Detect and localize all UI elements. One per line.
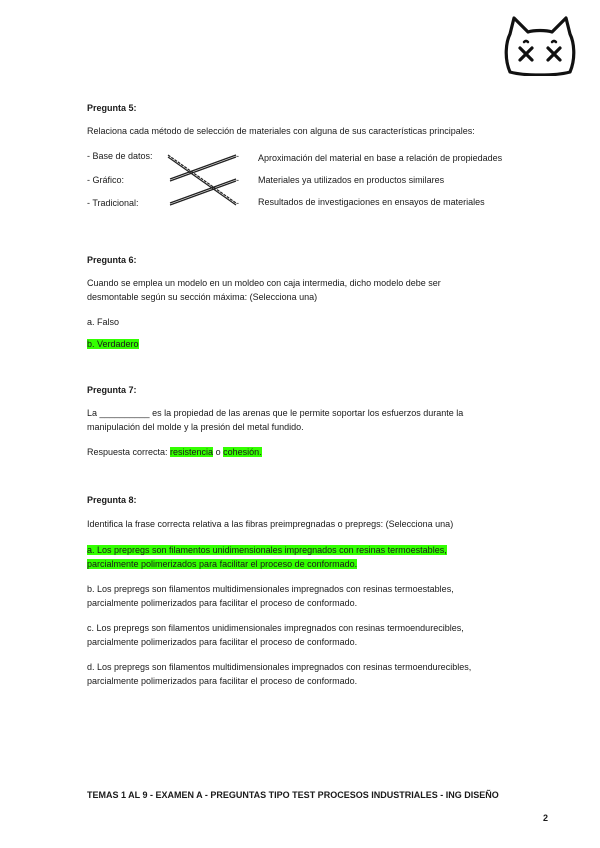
q8-option-c-line2: parcialmente polimerizados para facilitar el proceso de conformado. [87, 637, 358, 647]
q8-option-a-line2: parcialmente polimerizados para facilitar el proceso de conformado. [87, 559, 358, 569]
q7-prompt-line2: manipulación del molde y la presión del metal fundido. [87, 422, 304, 432]
page-footer: TEMAS 1 AL 9 - EXAMEN A - PREGUNTAS TIPO TEST PROCESOS INDUSTRIALES - ING DISEÑO [87, 790, 499, 800]
q6-title: Pregunta 6: [87, 255, 137, 265]
q8-title: Pregunta 8: [87, 495, 137, 505]
q8-prompt: Identifica la frase correcta relativa a las fibras preimpregnadas o prepregs: (Selecciona una) [87, 519, 454, 529]
q5-dash-3: - [236, 198, 239, 208]
q5-right-1: Aproximación del material en base a relación de propiedades [258, 153, 503, 163]
q5-dash-1: - [236, 151, 239, 161]
q5-left-1: - Base de datos: [87, 151, 153, 161]
q7-answer-1: resistencia [170, 447, 214, 457]
q8-option-c-line1: c. Los prepregs son filamentos unidimensionales impregnados con resinas termoendurecibles, [87, 623, 464, 633]
q5-left-2: - Gráfico: [87, 175, 125, 185]
q8-option-a-line2-row [87, 557, 357, 571]
q8-option-d-line1: d. Los prepregs son filamentos multidimensionales impregnados con resinas termoendurecibles, [87, 662, 472, 672]
q8-option-b-line2: parcialmente polimerizados para facilitar el proceso de conformado. [87, 598, 358, 608]
q5-prompt: Relaciona cada método de selección de materiales con alguna de sus características principales: [87, 126, 475, 136]
cat-logo-icon [500, 14, 580, 76]
q8-option-a-line1: a. Los prepregs son filamentos unidimensionales impregnados con resinas termoestables, [87, 545, 447, 555]
q7-answer-2: cohesión. [223, 447, 262, 457]
matching-lines [166, 150, 238, 208]
q7-connector: o [213, 447, 224, 457]
q5-title: Pregunta 5: [87, 103, 137, 113]
q8-option-b-line1: b. Los prepregs son filamentos multidimensionales impregnados con resinas termoestables, [87, 584, 454, 594]
q5-right-2: Materiales ya utilizados en productos similares [258, 175, 445, 185]
q6-prompt-line1: Cuando se emplea un modelo en un moldeo con caja intermedia, dicho modelo debe ser [87, 278, 441, 288]
q5-left-3: - Tradicional: [87, 198, 139, 208]
q7-title: Pregunta 7: [87, 385, 137, 395]
q7-answer-label: Respuesta correcta: [87, 447, 171, 457]
q5-dash-2: - [236, 175, 239, 185]
q6-prompt-line2: desmontable según su sección máxima: (Selecciona una) [87, 292, 318, 302]
q7-prompt-line1: La __________ es la propiedad de las arenas que le permite soportar los esfuerzos durante la [87, 408, 464, 418]
q6-option-a: a. Falso [87, 317, 120, 327]
q7-answer-row [87, 445, 262, 459]
q8-option-d-line2: parcialmente polimerizados para facilitar el proceso de conformado. [87, 676, 358, 686]
q8-option-a-line1-row [87, 543, 447, 557]
q6-option-b-row [87, 337, 139, 351]
q5-right-3: Resultados de investigaciones en ensayos de materiales [258, 197, 485, 207]
page-number: 2 [543, 813, 549, 823]
q6-option-b: b. Verdadero [87, 339, 139, 349]
